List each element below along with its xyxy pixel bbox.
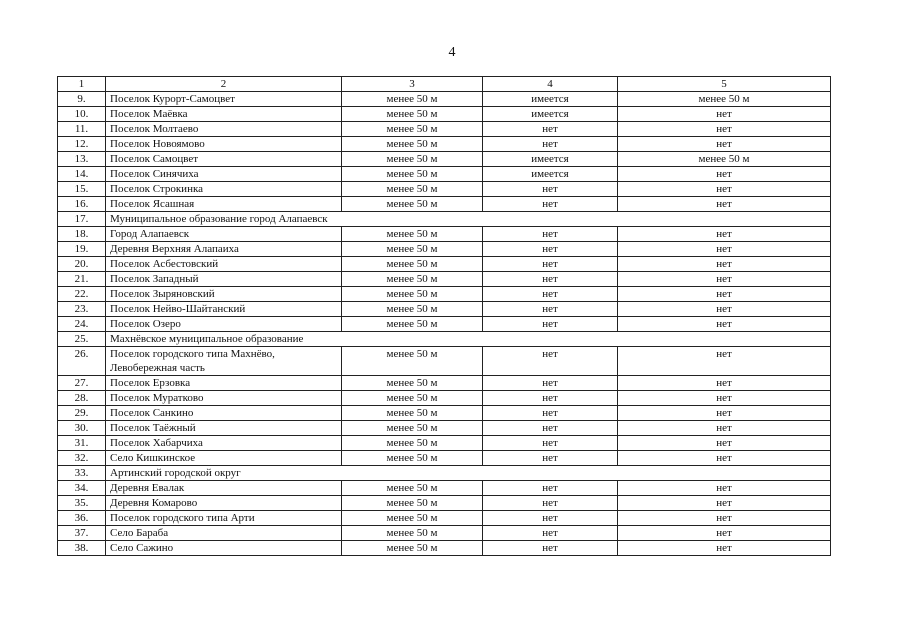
- column-4-value: нет: [483, 287, 618, 302]
- row-number: 22.: [58, 287, 106, 302]
- table-row: [58, 92, 831, 107]
- table-row: [58, 511, 831, 526]
- table-row: [58, 347, 831, 376]
- column-3-value: менее 50 м: [342, 496, 483, 511]
- row-number: 18.: [58, 227, 106, 242]
- column-3-value: менее 50 м: [342, 272, 483, 287]
- row-number: 9.: [58, 92, 106, 107]
- column-5-value: нет: [618, 167, 831, 182]
- row-number: 12.: [58, 137, 106, 152]
- settlement-name: Поселок Молтаево: [106, 122, 342, 137]
- column-5-value: нет: [618, 182, 831, 197]
- table-row: [58, 391, 831, 406]
- column-4-value: нет: [483, 227, 618, 242]
- settlement-name: Село Сажино: [106, 541, 342, 556]
- table-body: [58, 77, 831, 556]
- column-3-value: менее 50 м: [342, 511, 483, 526]
- column-5-value: нет: [618, 227, 831, 242]
- column-5-value: менее 50 м: [618, 92, 831, 107]
- table-row: [58, 317, 831, 332]
- settlement-name: Поселок Маёвка: [106, 107, 342, 122]
- column-3-value: менее 50 м: [342, 287, 483, 302]
- column-5-value: нет: [618, 257, 831, 272]
- column-5-value: нет: [618, 526, 831, 541]
- table-row: [58, 137, 831, 152]
- row-number: 26.: [58, 347, 106, 376]
- column-5-value: нет: [618, 347, 831, 376]
- column-5-value: нет: [618, 197, 831, 212]
- row-number: 32.: [58, 451, 106, 466]
- table-row: [58, 152, 831, 167]
- column-5-value: нет: [618, 107, 831, 122]
- row-number: 23.: [58, 302, 106, 317]
- column-5-value: нет: [618, 421, 831, 436]
- section-title: Махнёвское муниципальное образование: [106, 332, 831, 347]
- row-number: 31.: [58, 436, 106, 451]
- row-number: 10.: [58, 107, 106, 122]
- settlement-name: Поселок Озеро: [106, 317, 342, 332]
- settlement-name: Поселок Курорт-Самоцвет: [106, 92, 342, 107]
- column-3-value: менее 50 м: [342, 302, 483, 317]
- column-5-value: нет: [618, 511, 831, 526]
- table-row: [58, 302, 831, 317]
- column-4-value: имеется: [483, 152, 618, 167]
- row-number: 16.: [58, 197, 106, 212]
- column-5-value: нет: [618, 451, 831, 466]
- column-4-value: нет: [483, 182, 618, 197]
- column-3-value: менее 50 м: [342, 317, 483, 332]
- column-3-value: менее 50 м: [342, 421, 483, 436]
- row-number: 30.: [58, 421, 106, 436]
- column-3-value: менее 50 м: [342, 122, 483, 137]
- column-5-value: нет: [618, 481, 831, 496]
- row-number: 20.: [58, 257, 106, 272]
- column-3-value: менее 50 м: [342, 541, 483, 556]
- column-3-value: менее 50 м: [342, 526, 483, 541]
- column-3-value: менее 50 м: [342, 152, 483, 167]
- table-row: [58, 376, 831, 391]
- settlement-name: Поселок Строкинка: [106, 182, 342, 197]
- column-5-value: нет: [618, 287, 831, 302]
- settlement-name: Поселок Хабарчиха: [106, 436, 342, 451]
- column-5-value: нет: [618, 406, 831, 421]
- column-5-value: нет: [618, 317, 831, 332]
- column-3-value: менее 50 м: [342, 451, 483, 466]
- table-row: [58, 541, 831, 556]
- column-3-value: менее 50 м: [342, 227, 483, 242]
- column-3-value: менее 50 м: [342, 107, 483, 122]
- section-row: [58, 466, 831, 481]
- settlements-table: [57, 76, 831, 556]
- row-number: 13.: [58, 152, 106, 167]
- table-row: [58, 182, 831, 197]
- column-4-value: нет: [483, 122, 618, 137]
- column-4-value: имеется: [483, 167, 618, 182]
- column-header-5: 5: [618, 77, 831, 92]
- settlement-name: Поселок городского типа Арти: [106, 511, 342, 526]
- column-4-value: нет: [483, 137, 618, 152]
- table-row: [58, 451, 831, 466]
- column-5-value: нет: [618, 496, 831, 511]
- settlement-name: Поселок Ерзовка: [106, 376, 342, 391]
- settlement-name: Село Кишкинское: [106, 451, 342, 466]
- table-row: [58, 122, 831, 137]
- column-3-value: менее 50 м: [342, 406, 483, 421]
- settlement-name: Поселок Санкино: [106, 406, 342, 421]
- settlement-name: Поселок Асбестовский: [106, 257, 342, 272]
- column-3-value: менее 50 м: [342, 391, 483, 406]
- table-row: [58, 287, 831, 302]
- settlement-name-line-2: Левобережная часть: [110, 362, 205, 374]
- column-5-value: нет: [618, 137, 831, 152]
- row-number: 37.: [58, 526, 106, 541]
- section-row: [58, 212, 831, 227]
- column-header-4: 4: [483, 77, 618, 92]
- section-title: Артинский городской округ: [106, 466, 831, 481]
- column-3-value: менее 50 м: [342, 347, 483, 376]
- column-3-value: менее 50 м: [342, 92, 483, 107]
- column-4-value: нет: [483, 197, 618, 212]
- settlement-name: Поселок Ясашная: [106, 197, 342, 212]
- column-5-value: нет: [618, 302, 831, 317]
- column-3-value: менее 50 м: [342, 137, 483, 152]
- column-3-value: менее 50 м: [342, 242, 483, 257]
- column-4-value: нет: [483, 302, 618, 317]
- settlement-name: Город Алапаевск: [106, 227, 342, 242]
- settlement-name: Деревня Евалак: [106, 481, 342, 496]
- column-5-value: нет: [618, 376, 831, 391]
- row-number: 33.: [58, 466, 106, 481]
- table-row: [58, 436, 831, 451]
- column-4-value: нет: [483, 391, 618, 406]
- settlement-name: Поселок Таёжный: [106, 421, 342, 436]
- settlement-name: Поселок Нейво-Шайтанский: [106, 302, 342, 317]
- row-number: 11.: [58, 122, 106, 137]
- column-4-value: нет: [483, 406, 618, 421]
- column-5-value: нет: [618, 391, 831, 406]
- column-4-value: нет: [483, 347, 618, 376]
- settlement-name: Поселок Зыряновский: [106, 287, 342, 302]
- row-number: 24.: [58, 317, 106, 332]
- table-row: [58, 107, 831, 122]
- column-4-value: нет: [483, 317, 618, 332]
- row-number: 14.: [58, 167, 106, 182]
- row-number: 19.: [58, 242, 106, 257]
- table-header-row: [58, 77, 831, 92]
- column-4-value: нет: [483, 421, 618, 436]
- column-5-value: менее 50 м: [618, 152, 831, 167]
- table-row: [58, 481, 831, 496]
- table-row: [58, 242, 831, 257]
- column-4-value: нет: [483, 496, 618, 511]
- row-number: 25.: [58, 332, 106, 347]
- row-number: 29.: [58, 406, 106, 421]
- column-5-value: нет: [618, 436, 831, 451]
- table-row: [58, 526, 831, 541]
- column-header-2: 2: [106, 77, 342, 92]
- row-number: 17.: [58, 212, 106, 227]
- settlement-name-line-1: Поселок городского типа Махнёво,: [110, 348, 275, 360]
- settlement-name: Поселок Муратково: [106, 391, 342, 406]
- column-4-value: нет: [483, 436, 618, 451]
- row-number: 27.: [58, 376, 106, 391]
- column-4-value: нет: [483, 242, 618, 257]
- column-4-value: нет: [483, 376, 618, 391]
- row-number: 21.: [58, 272, 106, 287]
- settlement-name: Поселок Синячиха: [106, 167, 342, 182]
- table-row: [58, 197, 831, 212]
- table-row: [58, 257, 831, 272]
- settlement-name: [106, 347, 342, 376]
- row-number: 15.: [58, 182, 106, 197]
- column-3-value: менее 50 м: [342, 197, 483, 212]
- column-4-value: нет: [483, 541, 618, 556]
- row-number: 36.: [58, 511, 106, 526]
- column-header-1: 1: [58, 77, 106, 92]
- column-4-value: нет: [483, 526, 618, 541]
- column-4-value: нет: [483, 511, 618, 526]
- row-number: 35.: [58, 496, 106, 511]
- column-4-value: нет: [483, 272, 618, 287]
- settlement-name: Поселок Новоямово: [106, 137, 342, 152]
- column-header-3: 3: [342, 77, 483, 92]
- page-number: 4: [448, 45, 456, 60]
- table-row: [58, 406, 831, 421]
- column-3-value: менее 50 м: [342, 436, 483, 451]
- settlement-name: Поселок Самоцвет: [106, 152, 342, 167]
- column-4-value: нет: [483, 257, 618, 272]
- column-5-value: нет: [618, 272, 831, 287]
- section-title: Муниципальное образование город Алапаевск: [106, 212, 831, 227]
- settlement-name: Деревня Комарово: [106, 496, 342, 511]
- column-5-value: нет: [618, 242, 831, 257]
- table-row: [58, 421, 831, 436]
- column-3-value: менее 50 м: [342, 257, 483, 272]
- table-row: [58, 167, 831, 182]
- section-row: [58, 332, 831, 347]
- table-row: [58, 227, 831, 242]
- column-3-value: менее 50 м: [342, 167, 483, 182]
- column-3-value: менее 50 м: [342, 182, 483, 197]
- column-4-value: нет: [483, 481, 618, 496]
- column-3-value: менее 50 м: [342, 481, 483, 496]
- column-4-value: имеется: [483, 107, 618, 122]
- column-5-value: нет: [618, 122, 831, 137]
- table-row: [58, 496, 831, 511]
- column-5-value: нет: [618, 541, 831, 556]
- settlement-name: Село Бараба: [106, 526, 342, 541]
- column-4-value: нет: [483, 451, 618, 466]
- table-row: [58, 272, 831, 287]
- settlement-name: Поселок Западный: [106, 272, 342, 287]
- row-number: 38.: [58, 541, 106, 556]
- column-3-value: менее 50 м: [342, 376, 483, 391]
- row-number: 28.: [58, 391, 106, 406]
- row-number: 34.: [58, 481, 106, 496]
- settlement-name: Деревня Верхняя Алапаиха: [106, 242, 342, 257]
- column-4-value: имеется: [483, 92, 618, 107]
